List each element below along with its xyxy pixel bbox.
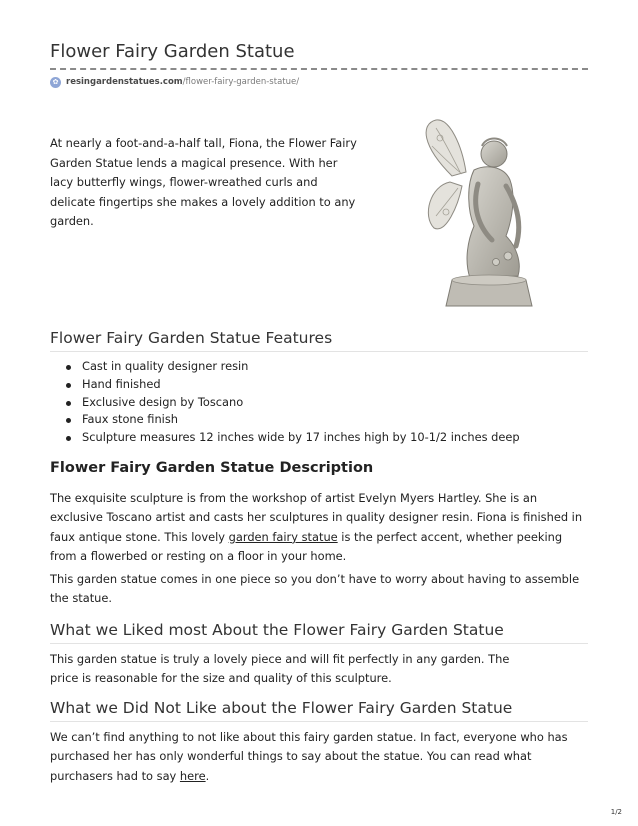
feature-text: Hand finished (82, 376, 161, 391)
feature-text: Exclusive design by Toscano (82, 394, 244, 409)
bullet-icon (66, 383, 71, 388)
disliked-text-end: . (205, 768, 210, 783)
site-favicon-icon: ✿ (50, 77, 61, 88)
description-paragraph-1 (50, 489, 590, 567)
liked-heading: What we Liked most About the Flower Fairy Garden Statue (50, 621, 504, 639)
bullet-icon (66, 436, 71, 441)
description-paragraph-2: This garden statue comes in one piece so you don’t have to worry about having to assemble the statue. (50, 572, 580, 606)
source-path: /flower-fairy-garden-statue/ (182, 77, 300, 87)
garden-fairy-statue-link[interactable]: garden fairy statue (228, 529, 338, 544)
fairy-statue-image (412, 116, 542, 314)
disliked-paragraph (50, 728, 590, 786)
page-number: 1/2 (610, 808, 622, 816)
features-list (66, 358, 520, 447)
bullet-icon (66, 418, 71, 423)
source-url[interactable] (50, 75, 299, 89)
disliked-heading-rule (50, 721, 588, 722)
feature-text: Sculpture measures 12 inches wide by 17 inches high by 10-1/2 inches deep (82, 430, 520, 445)
description-text: The exquisite sculpture is from the workshop of artist Evelyn Myers Hartley. She is an exclusive Toscano artist and casts her sculptures in quality designer resin. Fiona is finished in faux antique stone. This lovely (50, 491, 583, 544)
liked-paragraph: This garden statue is truly a lovely piece and will fit perfectly in any garden. The price is reasonable for the size and quality of this sculpture. (50, 652, 510, 686)
title-divider (50, 68, 588, 70)
disliked-heading: What we Did Not Like about the Flower Fairy Garden Statue (50, 699, 513, 717)
list-item (66, 429, 520, 447)
bullet-icon (66, 401, 71, 406)
here-link[interactable]: here (179, 768, 206, 783)
intro-paragraph: At nearly a foot-and-a-half tall, Fiona, the Flower Fairy Garden Statue lends a magical presence. With her lacy butterfly wings, flower-wreathed curls and delicate fingertips she makes a lovely addition to any garden. (50, 136, 357, 228)
list-item (66, 376, 520, 394)
list-item (66, 358, 520, 376)
list-item (66, 394, 520, 412)
bullet-icon (66, 365, 71, 370)
feature-text: Faux stone finish (82, 412, 178, 427)
features-heading-rule (50, 351, 588, 352)
feature-text: Cast in quality designer resin (82, 359, 249, 373)
liked-heading-rule (50, 643, 588, 644)
document-title: Flower Fairy Garden Statue (50, 41, 295, 62)
list-item (66, 411, 520, 429)
description-heading: Flower Fairy Garden Statue Description (50, 460, 374, 476)
features-heading: Flower Fairy Garden Statue Features (50, 329, 333, 347)
source-domain: resingardenstatues.com (66, 77, 183, 87)
description-text: is the perfect accent, whether peeking from a flowerbed or resting on a floor in your home. (50, 529, 563, 564)
disliked-text: We can’t find anything to not like about this fairy garden statue. In fact, everyone who has purchased her has only wonderful things to say about the statue. You can read what purchasers had to say (50, 730, 568, 783)
